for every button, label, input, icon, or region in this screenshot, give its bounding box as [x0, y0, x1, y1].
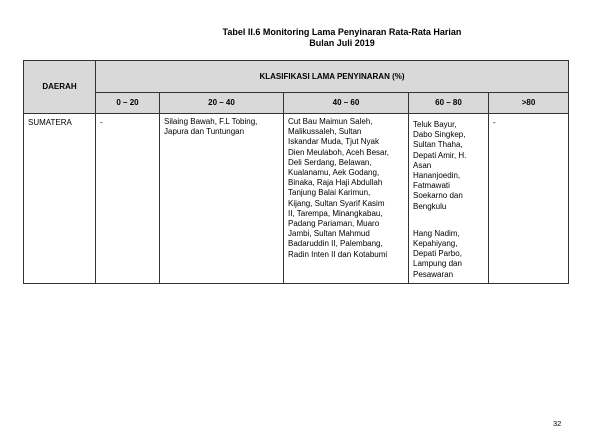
cell-line: Japura dan Tuntungan — [164, 127, 245, 137]
cell-40-60 — [284, 114, 409, 284]
cell-line: Iskandar Muda, Tjut Nyak — [288, 137, 380, 147]
cell-line: Asan — [413, 160, 432, 170]
cell-80-plus: - — [489, 114, 569, 284]
cell-line: Silaing Bawah, F.L Tobing, — [164, 117, 258, 126]
header-range-0-20: 0 – 20 — [96, 93, 160, 114]
title-line-2: Bulan Juli 2019 — [309, 38, 375, 48]
cell-line: Depati Amir, H. — [413, 150, 467, 160]
cell-line: Kepahiyang, — [413, 239, 458, 249]
header-range-40-60: 40 – 60 — [284, 93, 409, 114]
cell-line: Kualanamu, Aek Godang, — [288, 168, 380, 178]
cell-line: Badaruddin II, Palembang, — [288, 239, 383, 249]
cell-line: Fatmawati — [413, 181, 450, 191]
cell-line: Jambi, Sultan Mahmud — [288, 229, 370, 239]
cell-line: Dien Meulaboh, Aceh Besar, — [288, 147, 389, 157]
cell-line: Malikussaleh, Sultan — [288, 127, 362, 137]
cell-line: Hananjoedin, — [413, 171, 461, 181]
table-title — [0, 27, 600, 49]
cell-line: Cut Bau Maimun Saleh, — [288, 117, 373, 126]
cell-line: Pesawaran — [413, 269, 454, 279]
header-range-20-40: 20 – 40 — [160, 93, 284, 114]
cell-line: Radin Inten II dan Kotabumi — [288, 249, 388, 259]
cell-line: Depati Parbo, — [413, 249, 462, 259]
cell-line: Bengkulu — [413, 201, 447, 211]
cell-0-20: - — [96, 114, 160, 284]
cell-line: Deli Serdang, Belawan, — [288, 157, 372, 167]
cell-line: Padang Pariaman, Muaro — [288, 219, 380, 229]
title-line-1: Tabel II.6 Monitoring Lama Penyinaran Rata-Rata Harian — [222, 27, 462, 37]
cell-line: II, Tarempa, Minangkabau, — [288, 208, 383, 218]
sunshine-table — [23, 60, 569, 284]
cell-line: Soekarno dan — [413, 191, 463, 201]
cell-line: Hang Nadim, — [413, 228, 460, 238]
cell-60-80 — [409, 114, 489, 284]
cell-line: Tanjung Balai Karimun, — [288, 188, 371, 198]
header-range-80-plus: >80 — [489, 93, 569, 114]
cell-line: Kijang, Sultan Syarif Kasim — [288, 198, 385, 208]
cell-line: Binaka, Raja Haji Abdullah — [288, 178, 383, 188]
cell-line: Lampung dan — [413, 259, 462, 269]
cell-line: Dabo Singkep, — [413, 130, 466, 140]
page-number: 32 — [553, 419, 562, 428]
cell-line: Teluk Bayur, — [413, 120, 457, 129]
cell-20-40 — [160, 114, 284, 284]
table-row — [24, 114, 569, 284]
cell-line: Sultan Thaha, — [413, 140, 463, 150]
header-daerah: DAERAH — [24, 61, 96, 114]
cell-spacer — [413, 212, 484, 229]
header-range-60-80: 60 – 80 — [409, 93, 489, 114]
cell-region: SUMATERA — [24, 114, 96, 284]
header-klasifikasi: KLASIFIKASI LAMA PENYINARAN (%) — [96, 61, 569, 93]
